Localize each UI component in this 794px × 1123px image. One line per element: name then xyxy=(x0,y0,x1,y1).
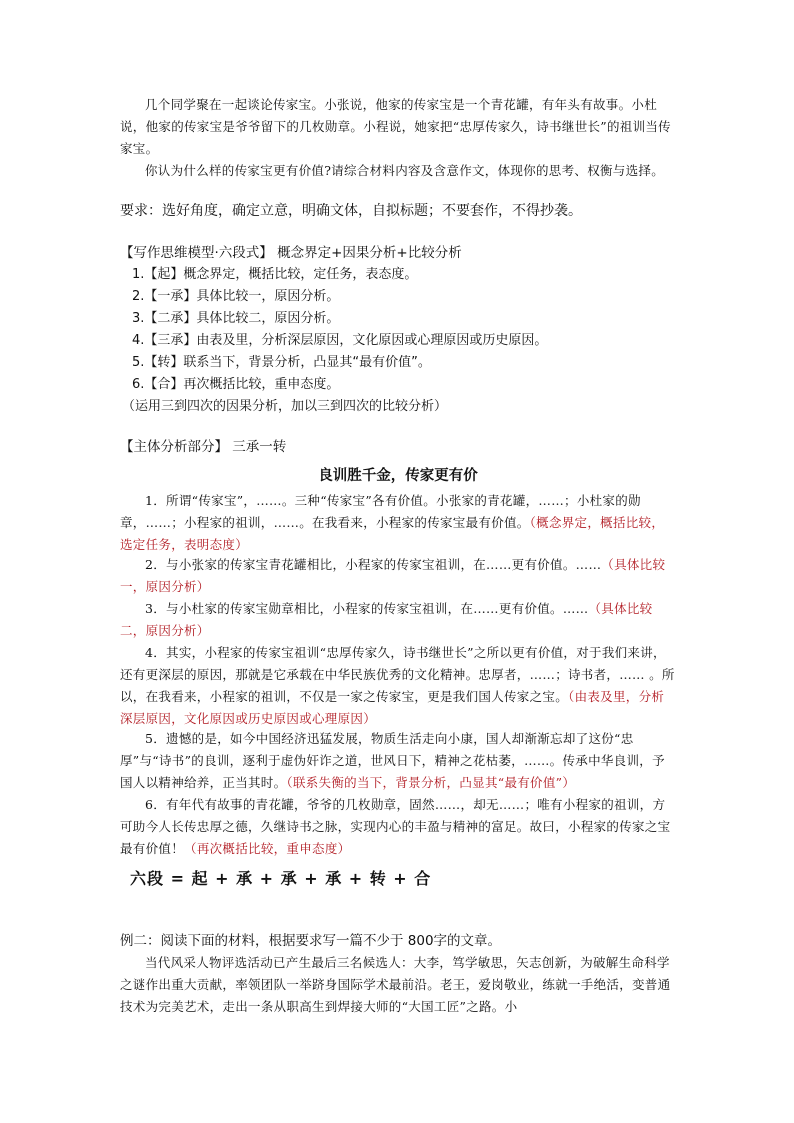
model-step-3: 3.【二承】具体比较二，原因分析。 xyxy=(132,311,340,326)
essay-paragraph-3-note: （具体比较二，原因分析） xyxy=(120,601,653,638)
model-step-6: 6.【合】再次概括比较，重申态度。 xyxy=(132,377,340,392)
model-step-1: 1.【起】概念界定，概括比较，定任务，表态度。 xyxy=(132,267,418,282)
model-heading: 【写作思维模型·六段式】 概念界定+因果分析+比较分析 xyxy=(120,245,462,261)
intro-paragraph-2: 你认为什么样的传家宝更有价值?请综合材料内容及含意作文，体现你的思考、权衡与选择。 xyxy=(145,163,665,178)
model-step-2: 2.【一承】具体比较一，原因分析。 xyxy=(132,289,340,304)
essay-paragraph-6-note: （再次概括比较，重申态度） xyxy=(184,841,351,856)
model-step-4: 4.【三承】由表及里，分析深层原因，文化原因或心理原因或历史原因。 xyxy=(132,333,548,348)
essay-paragraph-2-text: 2．与小张家的传家宝青花罐相比，小程家的传家宝祖训，在……更有价值。…… xyxy=(145,557,602,572)
essay-paragraph-3 xyxy=(120,598,676,642)
essay-paragraph-5-note: （联系失衡的当下，背景分析，凸显其“最有价值”） xyxy=(286,775,576,790)
six-paragraph-formula: 六段 = 起 + 承 + 承 + 承 + 转 + 合 xyxy=(130,869,432,888)
essay-paragraph-2-note: （具体比较一，原因分析） xyxy=(120,557,666,594)
model-steps-list xyxy=(132,264,676,396)
essay-paragraph-2 xyxy=(120,554,676,598)
essay-paragraph-3-text: 3．与小杜家的传家宝勋章相比，小程家的传家宝祖训，在……更有价值。…… xyxy=(145,601,589,616)
essay-paragraph-5-text: 5．遗憾的是，如今中国经济迅猛发展，物质生活走向小康，国人却渐渐忘却了这份“忠厚”与“诗书”的良训，逐利于虚伪奸诈之道，世风日下，精神之花枯萎，……。传承中华良训，予国人以精神给养，正当其时。 xyxy=(120,731,665,790)
essay-paragraph-5 xyxy=(120,728,676,794)
analysis-heading: 【主体分析部分】 三承一转 xyxy=(120,439,287,455)
model-note: （运用三到四次的因果分析，加以三到四次的比较分析） xyxy=(122,399,448,414)
essay-paragraph-4 xyxy=(120,642,676,730)
essay-paragraph-1-text: 1．所谓“传家宝”，……。三种“传家宝”各有价值。小张家的青花罐，……；小杜家的勋章，……；小程家的祖训，……。在我看来，小程家的传家宝最有价值。 xyxy=(120,493,641,530)
essay-paragraph-6 xyxy=(120,794,676,860)
essay-paragraph-4-note: （由表及里，分析深层原因，文化原因或历史原因或心理原因） xyxy=(120,689,665,726)
essay-paragraph-1 xyxy=(120,490,676,556)
essay-paragraph-6-text: 6．有年代有故事的青花罐，爷爷的几枚勋章，固然……，却无……；唯有小程家的祖训，方可助今人长传忠厚之德，久继诗书之脉，实现内心的丰盈与精神的富足。故曰，小程家的传家之宝最有价值！ xyxy=(120,797,671,856)
model-step-5: 5.【转】联系当下，背景分析，凸显其“最有价值”。 xyxy=(132,355,431,370)
example2-heading: 例二：阅读下面的材料，根据要求写一篇不少于 800字的文章。 xyxy=(120,933,502,949)
requirement-text: 要求：选好角度，确定立意，明确文体，自拟标题；不要套作，不得抄袭。 xyxy=(120,203,582,219)
intro-paragraph-1: 几个同学聚在一起谈论传家宝。小张说，他家的传家宝是一个青花罐，有年头有故事。小杜说，他家的传家宝是爷爷留下的几枚勋章。小程说，她家把“忠厚传家久，诗书继世长”的祖训当传家宝。 xyxy=(120,97,671,156)
essay-title: 良训胜千金，传家更有价 xyxy=(318,468,478,484)
example2-text: 当代风采人物评选活动已产生最后三名候选人：大李，笃学敏思，矢志创新，为破解生命科学之谜作出重大贡献，率领团队一举跻身国际学术最前沿。老王，爱岗敬业，练就一手绝活，变普通技术为完美艺术，走出一条从职高生到焊接大师的“大国工匠”之路。小 xyxy=(120,955,671,1014)
essay-paragraph-4-text: 4．其实，小程家的传家宝祖训“忠厚传家久，诗书继世长”之所以更有价值，对于我们来讲，还有更深层的原因，那就是它承载在中华民族优秀的文化精神。忠厚者，……；诗书者，…… 。所以，在我看来，小程家的祖训，不仅是一家之传家宝，更是我们国人传家之宝。 xyxy=(120,645,675,704)
essay-paragraph-1-note: （概念界定，概括比较，选定任务，表明态度） xyxy=(120,515,665,552)
